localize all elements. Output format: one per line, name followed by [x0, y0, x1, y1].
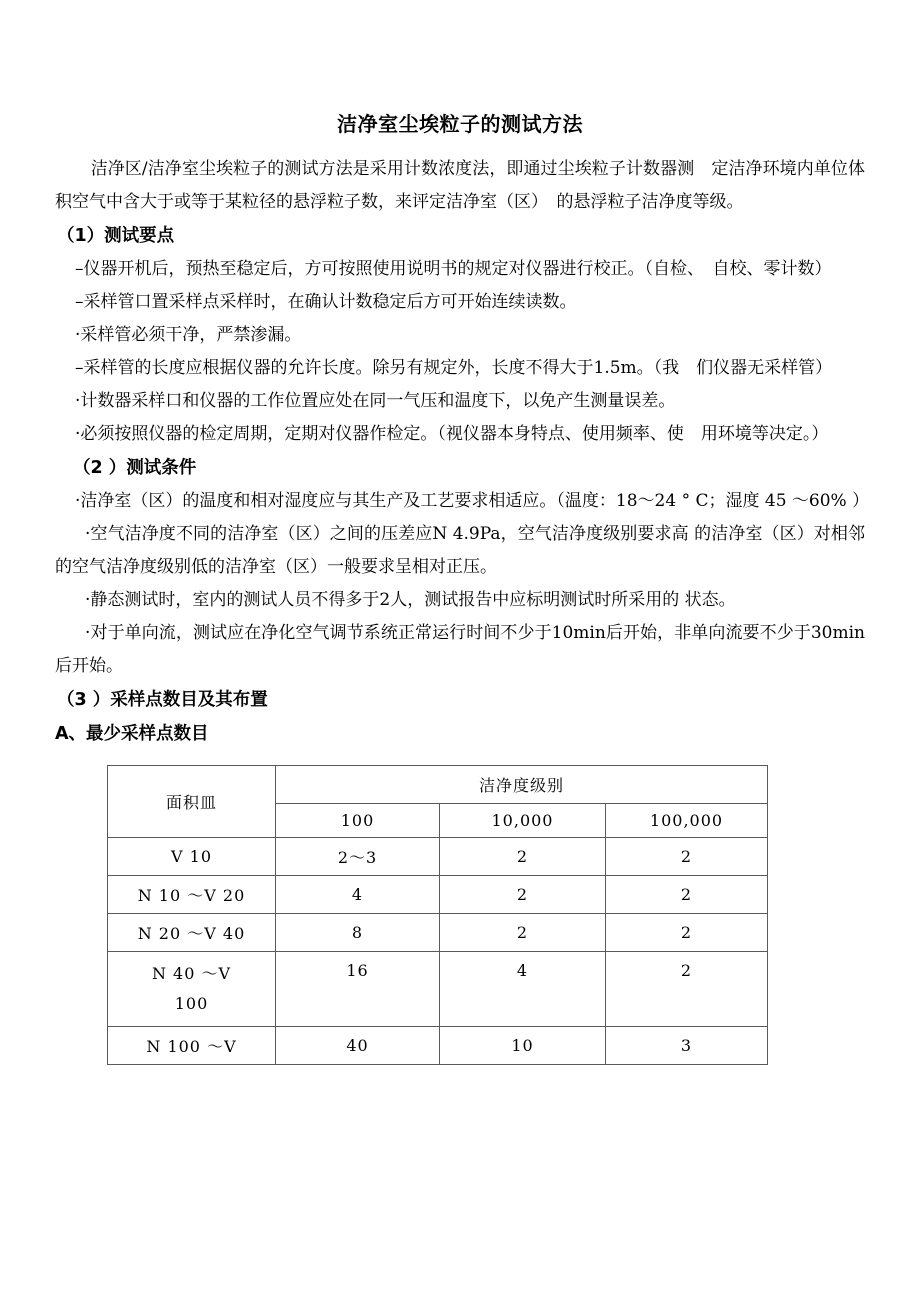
- list-item: ·采样管必须干净，严禁渗漏。: [75, 325, 302, 345]
- list-item: ·洁净室（区）的温度和相对湿度应与其生产及工艺要求相适应。（温度：18～24 ° C；湿度 45 ～60% ）: [75, 491, 870, 511]
- list-item: –采样管的长度应根据仪器的允许长度。除另有规定外，长度不得大于1.5m。（我 们仪器无采样管）: [75, 358, 833, 378]
- table-cell: 2: [440, 838, 606, 876]
- page-title: 洁净室尘埃粒子的测试方法: [337, 112, 583, 136]
- table-cell: 40: [276, 1027, 440, 1065]
- list-item: –采样管口置采样点采样时，在确认计数稳定后方可开始连续读数。: [75, 292, 577, 312]
- list-item: –仪器开机后，预热至稳定后，方可按照使用说明书的规定对仪器进行校正。（自检、 自校、零计数）: [75, 259, 832, 279]
- table-cell: 2～3: [276, 838, 440, 876]
- minimum-sampling-points-table: [107, 765, 768, 1065]
- table-cell: 16: [276, 952, 440, 1027]
- table-row-label: N 20 ～V 40: [108, 914, 276, 952]
- table-row-label: [108, 952, 276, 1027]
- table-cell: 2: [440, 914, 606, 952]
- table-cell: 8: [276, 914, 440, 952]
- table-cell: 2: [606, 876, 768, 914]
- list-item: ·静态测试时，室内的测试人员不得多于2人，测试报告中应标明测试时所采用的 状态。: [85, 590, 736, 610]
- table-row-label: V 10: [108, 838, 276, 876]
- section-heading-2: （2 ）测试条件: [73, 458, 197, 478]
- table-column-header: 100: [276, 804, 440, 838]
- table-row: [108, 1027, 768, 1065]
- table-row-label: N 100 ～V: [108, 1027, 276, 1065]
- table-cell: 4: [276, 876, 440, 914]
- table-row-label-line1: N 40 ～V: [151, 964, 232, 983]
- list-item: ·计数器采样口和仪器的工作位置应处在同一气压和温度下，以免产生测量误差。: [75, 391, 676, 411]
- table-column-header: 10,000: [440, 804, 606, 838]
- table-cell: 2: [606, 838, 768, 876]
- table-cell: 4: [440, 952, 606, 1027]
- table-row-label-line2: 100: [174, 994, 209, 1013]
- table-row: [108, 952, 768, 1027]
- table-column-header: 100,000: [606, 804, 768, 838]
- table-cell: 3: [606, 1027, 768, 1065]
- list-item: ·对于单向流，测试应在净化空气调节系统正常运行时间不少于10min后开始，非单向流要不少于30min后开始。: [55, 623, 865, 676]
- intro-paragraph: 洁净区/洁净室尘埃粒子的测试方法是采用计数浓度法，即通过尘埃粒子计数器测 定洁净环境内单位体积空气中含大于或等于某粒径的悬浮粒子数，来评定洁净室（区） 的悬浮粒子洁净度等级。: [55, 159, 865, 212]
- document-content: [55, 108, 870, 1065]
- section-heading-1: （1）测试要点: [57, 226, 175, 246]
- table-row: [108, 914, 768, 952]
- table-cell: 2: [606, 952, 768, 1027]
- table-cell: 2: [440, 876, 606, 914]
- table-row: [108, 838, 768, 876]
- table-cell: 10: [440, 1027, 606, 1065]
- section-heading-3: （3 ）采样点数目及其布置: [57, 690, 268, 710]
- table-group-header: 洁净度级别: [276, 766, 768, 804]
- table-row: [108, 876, 768, 914]
- list-item: ·必须按照仪器的检定周期，定期对仪器作检定。（视仪器本身特点、使用频率、使 用环境等决定。）: [75, 424, 829, 444]
- list-item: ·空气洁净度不同的洁净室（区）之间的压差应N 4.9Pa，空气洁净度级别要求高 的洁净室（区）对相邻的空气洁净度级别低的洁净室（区）一般要求呈相对正压。: [55, 524, 865, 577]
- section-subheading-a: A、最少采样点数目: [55, 724, 209, 744]
- table-row-label: N 10 ～V 20: [108, 876, 276, 914]
- table-corner-label: 面积皿: [108, 766, 276, 838]
- table-header-row: [108, 766, 768, 804]
- table-cell: 2: [606, 914, 768, 952]
